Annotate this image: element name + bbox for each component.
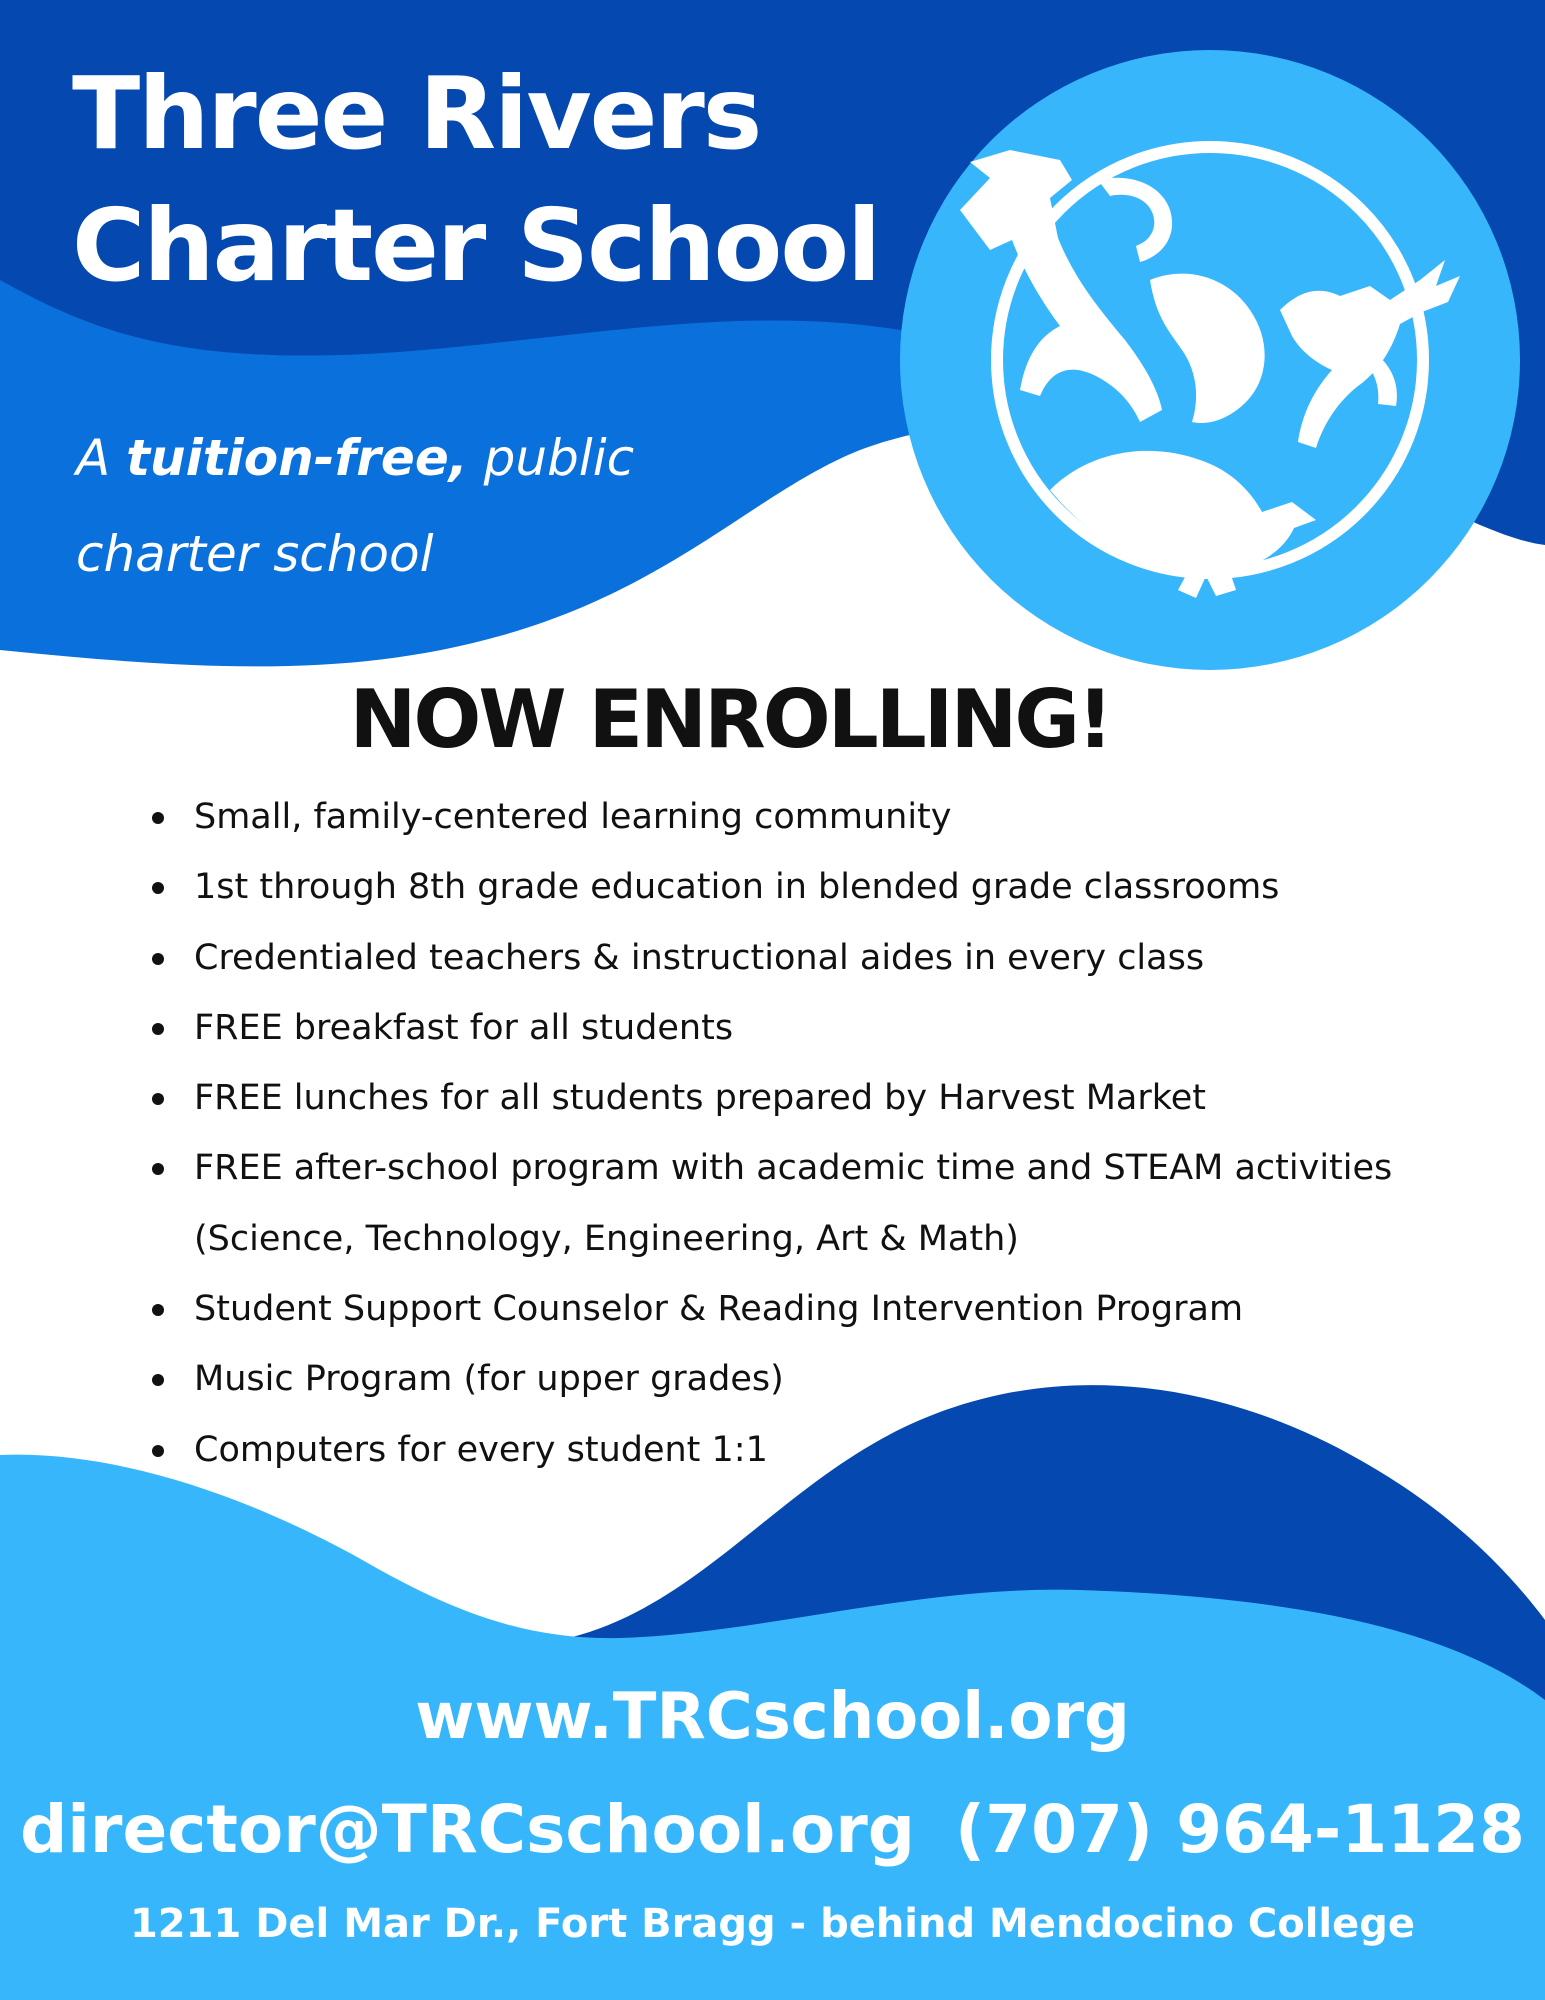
title-line-2: Charter School (72, 187, 880, 304)
tagline (76, 410, 634, 602)
feature-text: Computers for every student 1:1 (194, 1429, 768, 1470)
bullet-icon (152, 953, 164, 965)
bullet-icon (152, 1445, 164, 1457)
list-item (150, 993, 1480, 1063)
address: 1211 Del Mar Dr., Fort Bragg - behind Mendocino College (129, 1901, 1416, 1947)
list-item (150, 1063, 1480, 1133)
list-item (150, 1274, 1480, 1344)
bullet-icon (152, 1304, 164, 1316)
features-list (150, 782, 1480, 1485)
bullet-icon (152, 1374, 164, 1386)
tagline-rest: public (483, 429, 635, 487)
feature-text: Music Program (for upper grades) (194, 1359, 784, 1400)
list-item (150, 1415, 1480, 1485)
feature-text: FREE after-school program with academic time and STEAM activities (194, 1148, 1393, 1189)
list-item (150, 852, 1480, 922)
feature-text: Small, family-centered learning community (194, 797, 952, 837)
list-item (150, 923, 1480, 993)
bullet-icon (152, 882, 164, 894)
title-line-1: Three Rivers (72, 55, 761, 172)
feature-text: FREE lunches for all students prepared by Harvest Market (194, 1078, 1207, 1119)
contact-line (0, 1782, 1545, 1878)
list-item (150, 782, 1480, 852)
website-link[interactable]: www.TRCschool.org (415, 1680, 1130, 1754)
tagline-prefix: A (76, 429, 111, 487)
school-logo-icon (900, 50, 1520, 670)
list-item (150, 1344, 1480, 1414)
feature-text: Student Support Counselor & Reading Intervention Program (194, 1289, 1244, 1330)
tagline-line-2: charter school (76, 525, 434, 583)
list-item-continuation (150, 1204, 1480, 1274)
tagline-emphasis: tuition-free, (126, 429, 468, 487)
school-title (72, 48, 879, 312)
bullet-icon (152, 812, 164, 824)
feature-text: (Science, Technology, Engineering, Art & Math) (194, 1218, 1019, 1259)
email-link[interactable]: director@TRCschool.org (20, 1791, 915, 1868)
feature-text: FREE breakfast for all students (194, 1007, 734, 1048)
feature-text: Credentialed teachers & instructional aides in every class (194, 937, 1205, 978)
list-item (150, 1133, 1480, 1203)
feature-text: 1st through 8th grade education in blended grade classrooms (194, 867, 1280, 908)
headline: NOW ENROLLING! (349, 673, 1111, 766)
phone-link[interactable]: (707) 964-1128 (955, 1791, 1525, 1868)
bullet-icon (152, 1163, 164, 1175)
bullet-icon (152, 1093, 164, 1105)
bullet-icon (152, 1023, 164, 1035)
